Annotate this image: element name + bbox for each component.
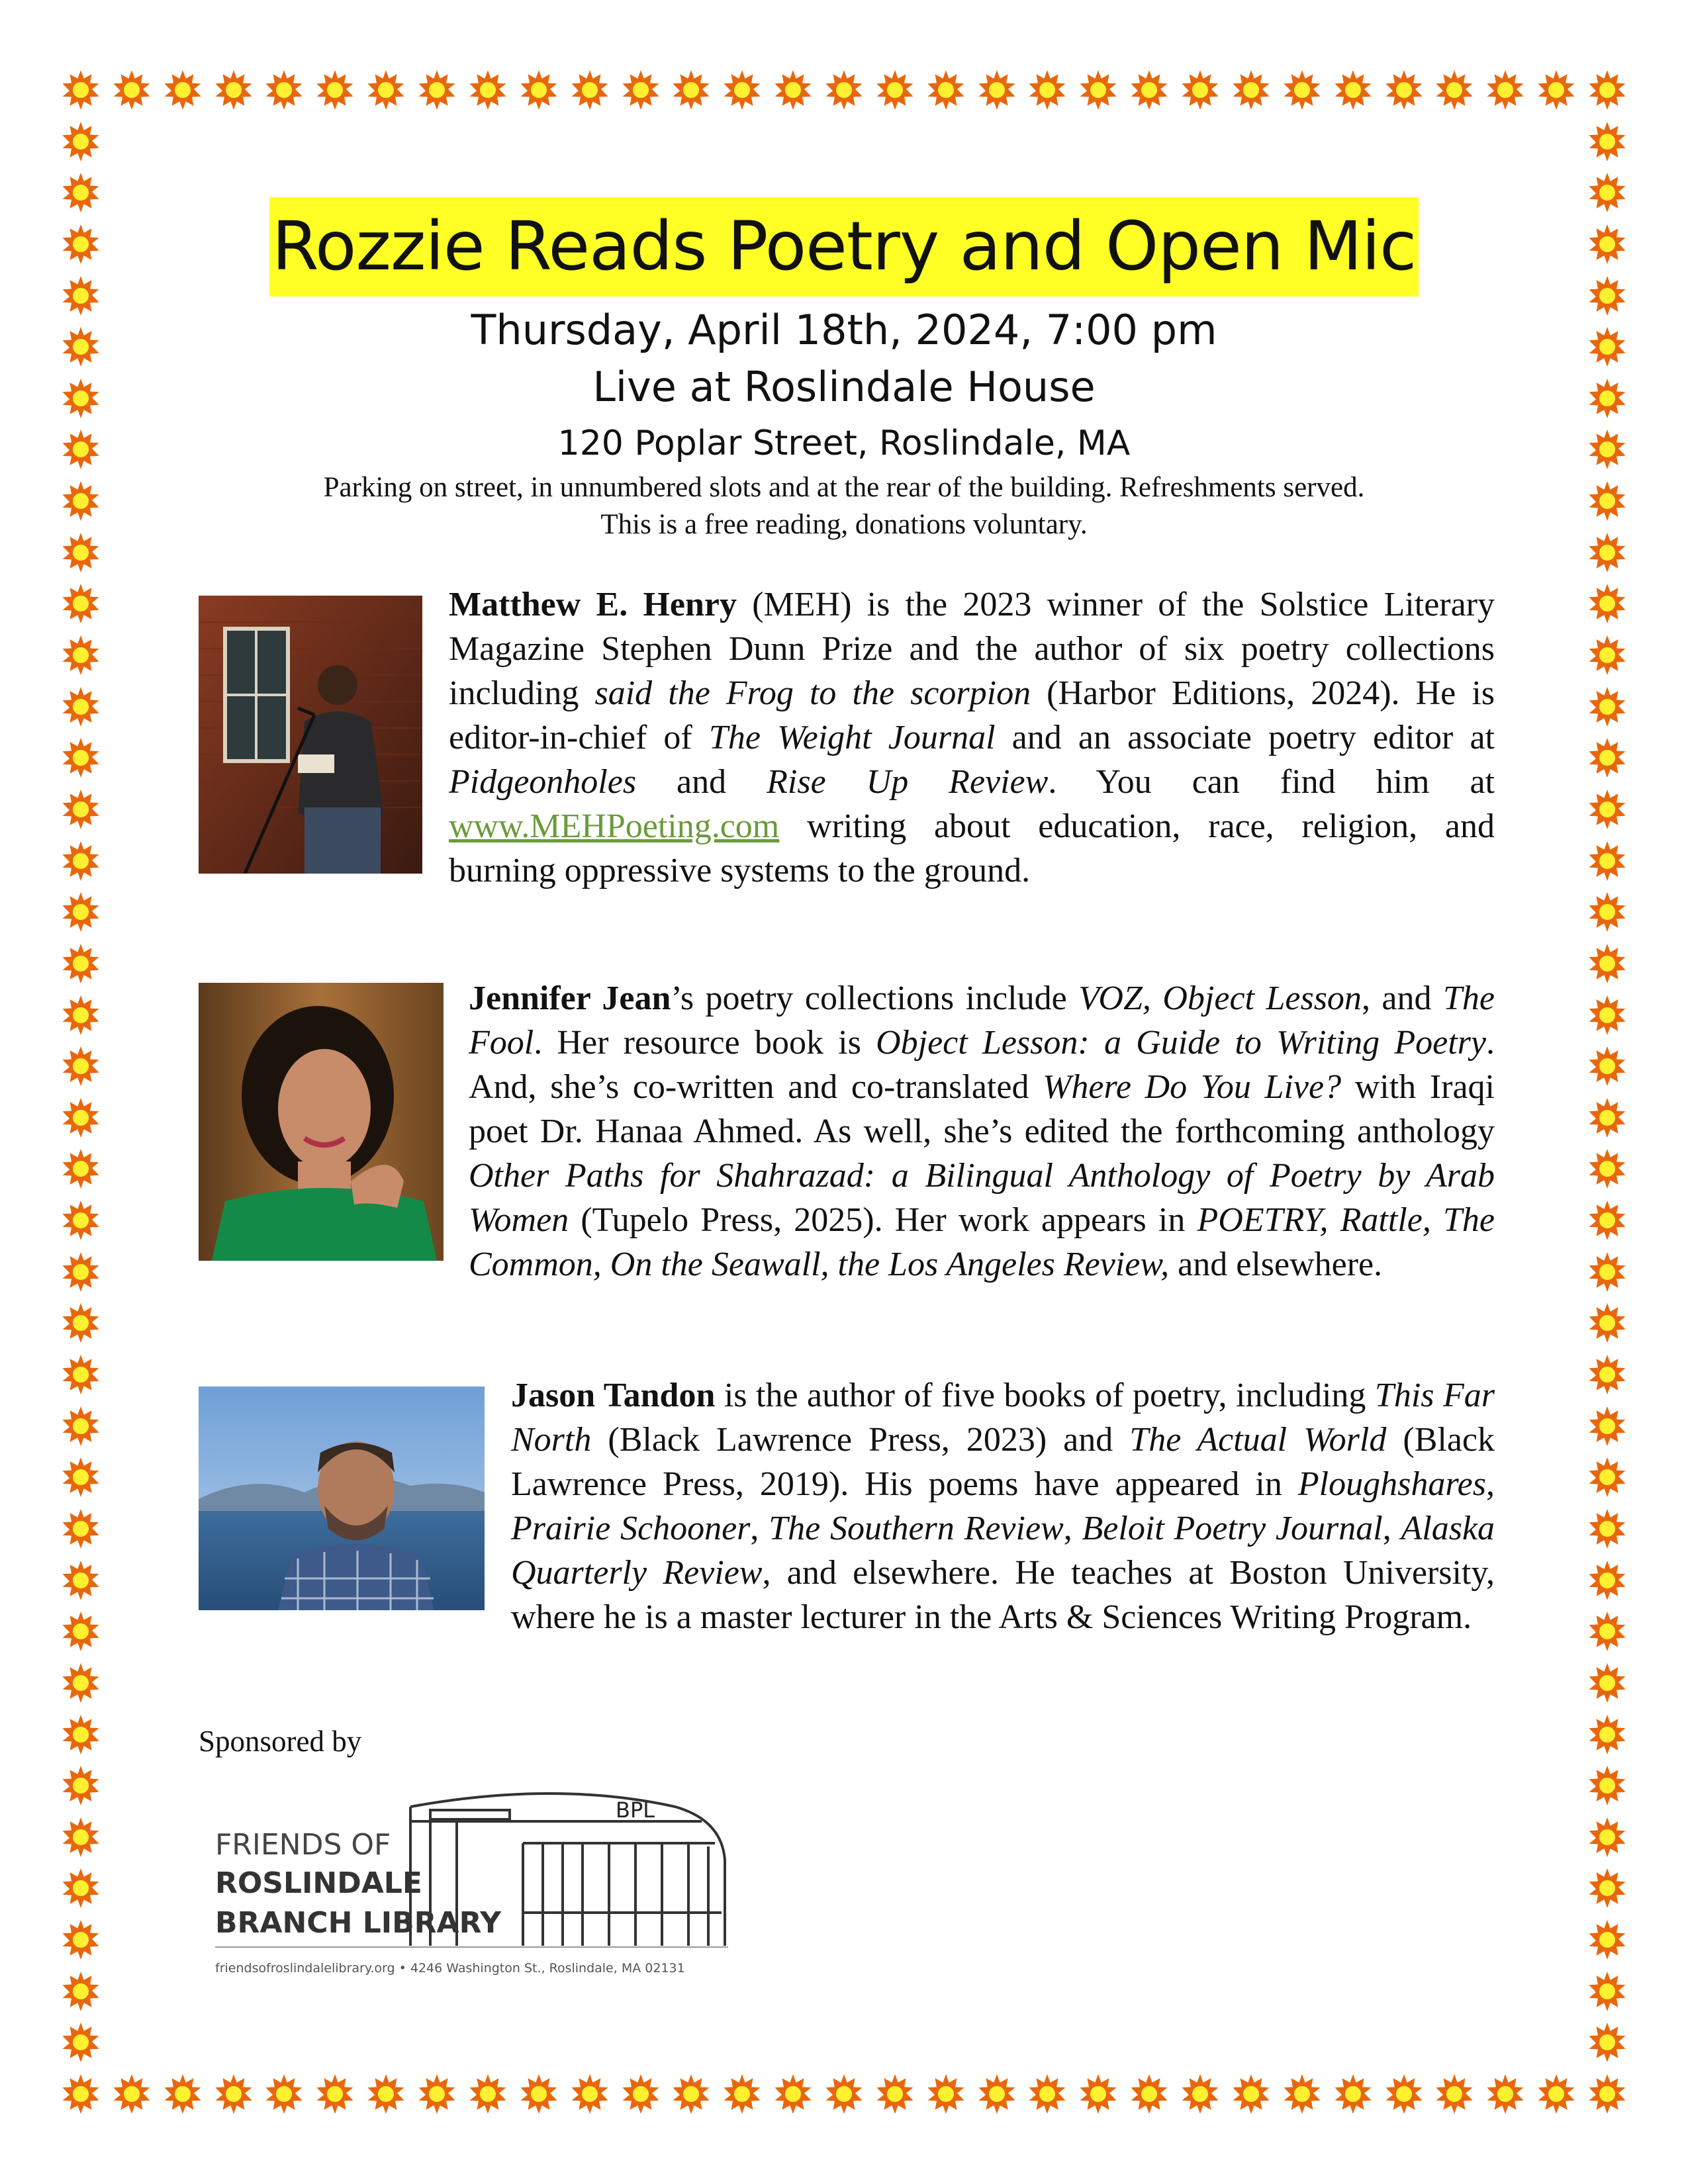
jennifer-jean-bio: Jennifer Jean’s poetry collections include VOZ, Object Lesson, and The Fool. Her resource book is Object Lesson: a Guide to Writing Poetry. And, she’s co-written and co-translated Where Do You Live? with Iraqi poet Dr. Hanaa Ahmed. As well, she’s edited the forthcoming anthology Other Paths for Shahrazad: a Bilingual Anthology of Poetry by Arab Women (Tupelo Press, 2025). Her work appears in POETRY, Rattle, The Common, On the Seawall, the Los Angeles Review, and elsewhere. — [469, 979, 1495, 1283]
sun-icon — [1331, 2071, 1376, 2116]
sun-icon — [1432, 2071, 1477, 2116]
sun-icon — [109, 2071, 154, 2116]
sun-icon — [1585, 1044, 1630, 1089]
sun-icon — [1585, 1352, 1630, 1397]
sun-icon — [516, 2071, 561, 2116]
bpl-text: BPL — [616, 1797, 655, 1823]
sun-icon — [58, 170, 103, 215]
sun-icon — [1585, 1609, 1630, 1654]
sun-icon — [58, 222, 103, 267]
sun-icon — [312, 2071, 357, 2116]
event-venue: Live at Roslindale House — [592, 363, 1096, 411]
sun-icon — [1585, 1300, 1630, 1345]
sun-icon — [1585, 941, 1630, 986]
sun-icon — [312, 68, 357, 113]
sun-icon — [58, 1609, 103, 1654]
sun-icon — [58, 839, 103, 884]
sun-icon — [1432, 68, 1477, 113]
sun-icon — [58, 1969, 103, 2014]
sun-icon — [1483, 68, 1528, 113]
sun-icon — [618, 68, 663, 113]
sun-icon — [872, 2071, 917, 2116]
sun-icon — [618, 2071, 663, 2116]
sun-icon — [58, 2071, 103, 2116]
sun-icon — [58, 1198, 103, 1243]
jason-tandon-bio: Jason Tandon is the author of five books of poetry, including This Far North (Black Lawrence Press, 2023) and The Actual World (Black Lawrence Press, 2019). His poems have appeared in Ploughshares, Prairie Schooner, The Southern Review, Beloit Poetry Journal, Alaska Quarterly Review, and elsewhere. He teaches at Boston University, where he is a master lecturer in the Arts & Sciences Writing Program. — [511, 1377, 1495, 1636]
sun-icon — [58, 1095, 103, 1140]
sun-icon — [1585, 889, 1630, 934]
sun-icon — [1483, 2071, 1528, 2116]
sun-icon — [465, 2071, 510, 2116]
sun-icon — [363, 2071, 408, 2116]
sun-icon — [1076, 2071, 1121, 2116]
sponsored-by-label: Sponsored by — [199, 1725, 362, 1758]
sun-icon — [58, 1455, 103, 1500]
sun-icon — [1229, 68, 1274, 113]
matthew-henry-photo — [199, 596, 422, 874]
sun-icon — [1280, 2071, 1325, 2116]
sun-icon — [58, 530, 103, 575]
sun-icon — [58, 1506, 103, 1551]
meh-website-link[interactable]: www.MEHPoeting.com — [449, 807, 780, 845]
sun-icon — [58, 633, 103, 678]
sun-icon — [1534, 2071, 1579, 2116]
sun-icon — [465, 68, 510, 113]
logo-line2: ROSLINDALE — [215, 1866, 422, 1900]
sun-icon — [1585, 2071, 1630, 2116]
sun-icon — [414, 2071, 459, 2116]
sun-icon — [414, 68, 459, 113]
sun-icon — [58, 478, 103, 523]
poet-name: Jason Tandon — [511, 1377, 716, 1414]
poet-name: Matthew E. Henry — [449, 586, 737, 623]
sun-icon — [1585, 1095, 1630, 1140]
sun-icon — [211, 2071, 256, 2116]
sun-icon — [1585, 324, 1630, 369]
free-note: This is a free reading, donations voluntary. — [600, 509, 1088, 540]
sun-icon — [1280, 68, 1325, 113]
sun-icon — [1585, 1250, 1630, 1295]
sun-icon — [1585, 1917, 1630, 1962]
sun-icon — [1585, 119, 1630, 164]
sun-icon — [58, 1866, 103, 1911]
sun-icon — [1585, 222, 1630, 267]
sun-icon — [1585, 170, 1630, 215]
sun-icon — [1585, 1455, 1630, 1500]
sun-icon — [1127, 2071, 1172, 2116]
sun-icon — [261, 2071, 306, 2116]
sun-icon — [58, 1146, 103, 1191]
sun-icon — [567, 2071, 612, 2116]
sun-icon — [720, 2071, 765, 2116]
sun-icon — [58, 324, 103, 369]
sun-icon — [58, 1661, 103, 1706]
sun-icon — [1585, 1146, 1630, 1191]
sun-icon — [1585, 1661, 1630, 1706]
sun-icon — [1382, 2071, 1427, 2116]
parking-note: Parking on street, in unnumbered slots and at the rear of the building. Refreshments served. — [323, 472, 1365, 503]
sun-icon — [58, 993, 103, 1038]
sun-icon — [1331, 68, 1376, 113]
sun-icon — [1585, 735, 1630, 780]
friends-library-logo — [212, 1780, 755, 1992]
sun-icon — [771, 68, 816, 113]
logo-line1: FRIENDS OF — [215, 1828, 391, 1862]
sun-icon — [1585, 787, 1630, 832]
event-date-time: Thursday, April 18th, 2024, 7:00 pm — [471, 306, 1217, 354]
sun-icon — [211, 68, 256, 113]
sun-icon — [58, 1917, 103, 1962]
event-address: 120 Poplar Street, Roslindale, MA — [557, 424, 1131, 463]
sun-icon — [58, 941, 103, 986]
sun-icon — [58, 1044, 103, 1089]
event-title-wrap — [199, 197, 1489, 296]
sun-icon — [160, 2071, 205, 2116]
sun-icon — [1585, 993, 1630, 1038]
sun-icon — [58, 1404, 103, 1449]
sun-icon — [1585, 633, 1630, 678]
sun-icon — [1585, 376, 1630, 421]
sun-icon — [771, 2071, 816, 2116]
sun-icon — [58, 273, 103, 318]
sun-icon — [1585, 68, 1630, 113]
sun-icon — [1585, 1198, 1630, 1243]
sun-icon — [1025, 68, 1070, 113]
sun-icon — [1585, 581, 1630, 626]
sun-icon — [1585, 839, 1630, 884]
sun-icon — [567, 68, 612, 113]
sun-icon — [720, 68, 765, 113]
sun-icon — [1585, 1763, 1630, 1808]
sun-icon — [974, 68, 1019, 113]
logo-line3: BRANCH LIBRARY — [215, 1906, 501, 1940]
sun-icon — [669, 68, 714, 113]
logo-contact: friendsofroslindalelibrary.org • 4246 Washington St., Roslindale, MA 02131 — [215, 1961, 685, 1976]
sun-icon — [1585, 1866, 1630, 1911]
sun-icon — [1178, 2071, 1223, 2116]
sun-icon — [1585, 1558, 1630, 1603]
sun-icon — [363, 68, 408, 113]
sun-icon — [58, 119, 103, 164]
sun-icon — [58, 376, 103, 421]
sun-icon — [1585, 684, 1630, 729]
matthew-henry-bio: Matthew E. Henry (MEH) is the 2023 winner of the Solstice Literary Magazine Stephen Dunn Prize and the author of six poetry collections including said the Frog to the scorpion (Harbor Editions, 2024). He is editor-in-chief of The Weight Journal and an associate poetry editor at Pidgeonholes and Rise Up Review. You can find him at www.MEHPoeting.com writing about education, race, religion, and burning oppressive systems to the ground. — [449, 586, 1495, 889]
sun-icon — [1229, 2071, 1274, 2116]
sun-icon — [669, 2071, 714, 2116]
sun-icon — [58, 1558, 103, 1603]
sun-icon — [109, 68, 154, 113]
sun-icon — [1178, 68, 1223, 113]
sun-icon — [58, 1763, 103, 1808]
sun-icon — [1585, 1404, 1630, 1449]
sun-icon — [821, 2071, 867, 2116]
sun-icon — [58, 1815, 103, 1860]
sun-icon — [1534, 68, 1579, 113]
sun-icon — [1382, 68, 1427, 113]
sun-icon — [1585, 273, 1630, 318]
sun-icon — [1585, 1969, 1630, 2014]
sun-icon — [58, 1300, 103, 1345]
sun-icon — [821, 68, 867, 113]
sun-icon — [1585, 2020, 1630, 2065]
sun-icon — [1127, 68, 1172, 113]
sun-icon — [261, 68, 306, 113]
sun-icon — [58, 1352, 103, 1397]
sun-icon — [872, 68, 917, 113]
sun-icon — [923, 2071, 968, 2116]
sun-icon — [58, 787, 103, 832]
sun-icon — [58, 1250, 103, 1295]
sun-icon — [58, 684, 103, 729]
poet-name: Jennifer Jean — [469, 979, 671, 1017]
sun-icon — [58, 427, 103, 472]
sun-icon — [58, 1712, 103, 1757]
sun-icon — [1025, 2071, 1070, 2116]
sun-icon — [58, 581, 103, 626]
sun-icon — [923, 68, 968, 113]
sun-icon — [1076, 68, 1121, 113]
sun-icon — [516, 68, 561, 113]
sun-icon — [1585, 530, 1630, 575]
sun-icon — [1585, 1506, 1630, 1551]
sun-icon — [58, 735, 103, 780]
event-title: Rozzie Reads Poetry and Open Mic — [269, 197, 1419, 296]
sun-icon — [58, 2020, 103, 2065]
sun-icon — [1585, 1815, 1630, 1860]
sun-icon — [58, 889, 103, 934]
sun-icon — [160, 68, 205, 113]
sun-icon — [58, 68, 103, 113]
sun-icon — [974, 2071, 1019, 2116]
sun-icon — [1585, 427, 1630, 472]
sun-icon — [1585, 1712, 1630, 1757]
sun-icon — [1585, 478, 1630, 523]
